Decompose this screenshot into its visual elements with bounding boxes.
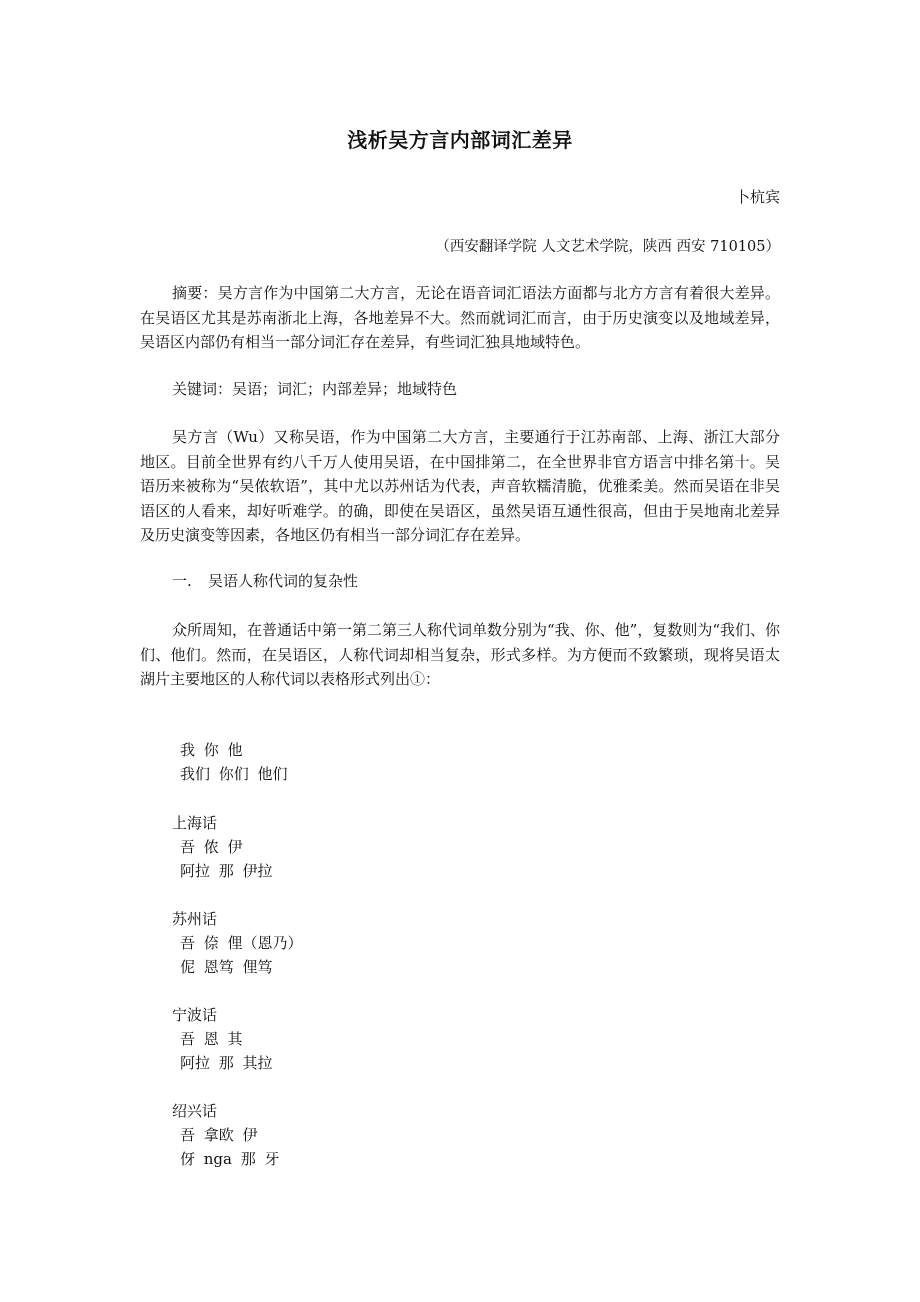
dialect-name-suzhou: 苏州话 <box>172 910 218 928</box>
section-number: 一. <box>172 572 192 590</box>
section-heading <box>172 570 358 591</box>
shanghai-plural-row: 阿拉 那 伊拉 <box>180 862 273 880</box>
section-title: 吴语人称代词的复杂性 <box>208 572 359 590</box>
page-title: 浅析吴方言内部词汇差异 <box>347 128 573 152</box>
suzhou-plural-row: 伲 恩笃 俚笃 <box>180 958 273 976</box>
author-name: 卜杭宾 <box>734 188 780 206</box>
body-paragraph: 众所周知，在普通话中第一第二第三人称代词单数分别为“我、你、他”，复数则为“我们、你们、他们。然而，在吴语区，人称代词却相当复杂，形式多样。为方便而不致繁琐，现将吴语太湖片主要地区的人称代词以表格形式列出①： <box>140 621 781 688</box>
intro-paragraph: 吴方言（Wu）又称吴语，作为中国第二大方言，主要通行于江苏南部、上海、浙江大部分地区。目前全世界有约八千万人使用吴语，在中国排第二，在全世界非官方语言中排名第十。吴语历来被称为“吴侬软语”，其中尤以苏州话为代表，声音软糯清脆，优雅柔美。然而吴语在非吴语区的人看来，却好听难学。的确，即使在吴语区，虽然吴语互通性很高，但由于吴地南北差异及历史演变等因素，各地区仍有相当一部分词汇存在差异。 <box>140 428 780 544</box>
dialect-name-shaoxing: 绍兴话 <box>172 1102 218 1120</box>
suzhou-singular-row: 吾 倷 俚（恩乃） <box>180 934 303 952</box>
standard-singular-row: 我 你 他 <box>180 741 243 759</box>
author-affiliation: （西安翻译学院 人文艺术学院，陕西 西安 710105） <box>435 239 780 255</box>
dialect-name-shanghai: 上海话 <box>172 814 218 832</box>
keywords-paragraph: 关键词：吴语；词汇；内部差异；地域特色 <box>172 380 458 398</box>
shaoxing-singular-row: 吾 拿欧 伊 <box>180 1126 258 1144</box>
ningbo-plural-row: 阿拉 那 其拉 <box>180 1054 273 1072</box>
ningbo-singular-row: 吾 恩 其 <box>180 1030 243 1048</box>
shanghai-singular-row: 吾 侬 伊 <box>180 838 243 856</box>
shaoxing-plural-row: 伢 nga 那 牙 <box>180 1150 280 1168</box>
abstract-paragraph: 摘要：吴方言作为中国第二大方言，无论在语音词汇语法方面都与北方方言有着很大差异。在吴语区尤其是苏南浙北上海，各地差异不大。然而就词汇而言，由于历史演变以及地域差异，吴语区内部仍有相当一部分词汇存在差异，有些词汇独具地域特色。 <box>140 284 780 351</box>
dialect-name-ningbo: 宁波话 <box>172 1006 218 1024</box>
standard-plural-row: 我们 你们 他们 <box>180 765 288 783</box>
